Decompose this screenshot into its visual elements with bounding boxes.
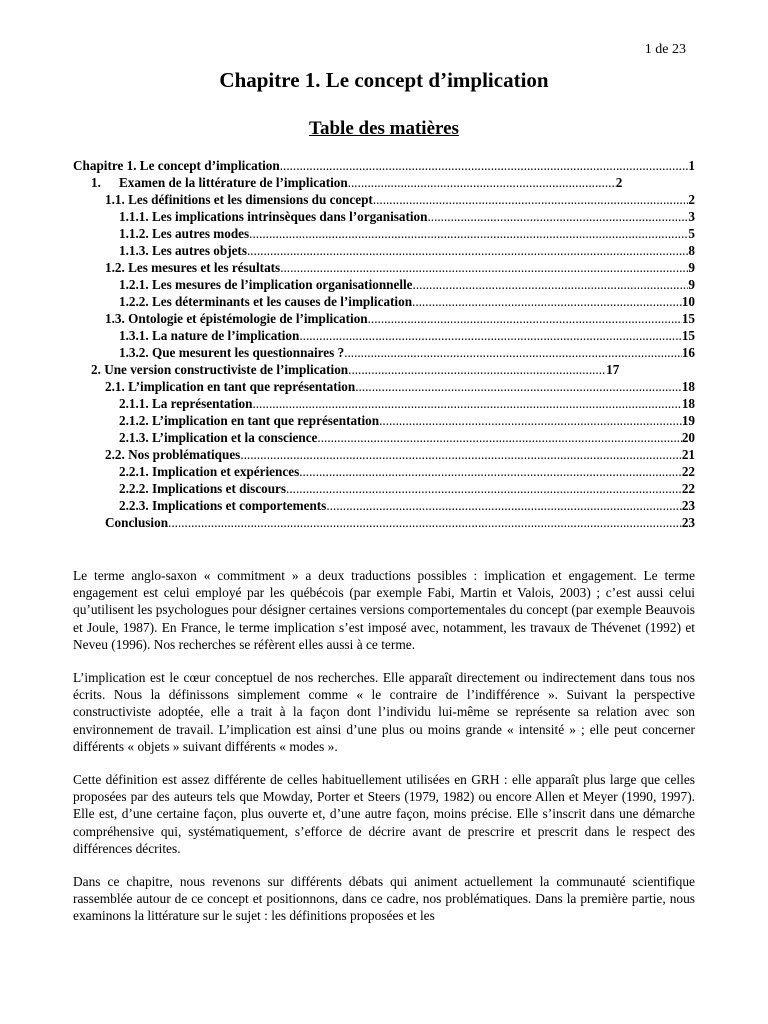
toc-dot-leader xyxy=(168,514,682,531)
toc-dot-leader xyxy=(326,497,682,514)
toc-dot-leader xyxy=(427,208,688,225)
toc-entry-page: 2 xyxy=(615,175,623,190)
toc-entry[interactable] xyxy=(73,310,695,327)
toc-entry-page: 23 xyxy=(681,498,695,513)
toc-entry-text: 2.1. L’implication en tant que représentation xyxy=(105,379,356,394)
toc-dot-leader xyxy=(344,344,682,361)
toc-dot-leader xyxy=(348,361,606,378)
toc-entry-page: 16 xyxy=(681,345,695,360)
toc-dot-leader xyxy=(249,225,688,242)
toc-dot-leader xyxy=(280,157,689,174)
toc-entry[interactable] xyxy=(73,514,695,531)
toc-entry-page: 9 xyxy=(688,260,695,275)
toc-dot-leader xyxy=(299,463,682,480)
toc-entry[interactable] xyxy=(73,429,695,446)
toc-entry-page: 3 xyxy=(688,209,695,224)
toc-entry[interactable] xyxy=(73,293,695,310)
paragraph: L’implication est le cœur conceptuel de nos recherches. Elle apparaît directement ou indirectement dans tous nos écrits. Nous la définissons simplement comme « le contraire de l’indifférence ». Suivant la perspective constructiviste adoptée, elle a trait à la façon dont l’individu lui-même se représente sa relation avec son environnement de travail. L’implication est ainsi d’une plus ou moins grande « intensité » ; elle peut concerner différents « objets » suivant différents « modes ». xyxy=(73,670,695,754)
toc-dot-leader xyxy=(412,293,682,310)
toc-entry-page: 22 xyxy=(681,464,695,479)
toc-dot-leader xyxy=(317,429,681,446)
toc-entry-page: 20 xyxy=(681,430,695,445)
toc-entry-text: 1.2.2. Les déterminants et les causes de l’implication xyxy=(119,294,413,309)
toc-entry[interactable] xyxy=(73,259,695,276)
table-of-contents xyxy=(73,157,695,531)
toc-entry[interactable] xyxy=(73,463,695,480)
paragraph: Le terme anglo-saxon « commitment » a deux traductions possibles : implication et engagement. Le terme engagement est celui employé par les québécois (par exemple Fabi, Martin et Valois, 2003) ; c’est aussi celui qu’utilisent les psychologues pour désigner certaines versions comportementales du concept (par exemple Beauvois et Joule, 1987). En France, le terme implication s’est imposé avec, notamment, les travaux de Thévenet (1992) et Neveu (1996). Nos recherches se réfèrent elles aussi à ce terme. xyxy=(73,568,695,652)
toc-entry-page: 9 xyxy=(688,277,695,292)
toc-entry[interactable] xyxy=(73,242,695,259)
toc-entry-page: 18 xyxy=(681,396,695,411)
toc-entry-page: 1 xyxy=(688,158,695,173)
toc-dot-leader xyxy=(252,395,681,412)
toc-dot-leader xyxy=(368,310,682,327)
toc-entry[interactable] xyxy=(73,191,695,208)
toc-entry[interactable] xyxy=(73,446,695,463)
toc-dot-leader xyxy=(373,191,689,208)
toc-entry[interactable] xyxy=(73,412,695,429)
paragraph: Dans ce chapitre, nous revenons sur différents débats qui animent actuellement la communauté scientifique rassemblée autour de ce concept et positionnons, dans ce cadre, nos problématiques. Dans la première partie, nous examinons la littérature sur le sujet : les définitions proposées et les xyxy=(73,874,695,924)
toc-entry-text: 1.1. Les définitions et les dimensions du concept xyxy=(105,192,373,207)
toc-entry-text: 2.2.3. Implications et comportements xyxy=(119,498,327,513)
toc-entry[interactable] xyxy=(73,378,695,395)
toc-entry[interactable] xyxy=(73,174,695,191)
toc-entry-page: 18 xyxy=(681,379,695,394)
toc-entry-number: 1. xyxy=(91,175,101,190)
toc-entry-text: 2.2.2. Implications et discours xyxy=(119,481,287,496)
toc-dot-leader xyxy=(348,174,616,191)
toc-entry-text: 2. Une version constructiviste de l’implication xyxy=(91,362,349,377)
toc-entry-page: 15 xyxy=(681,328,695,343)
toc-dot-leader xyxy=(247,242,688,259)
toc-entry-page: 21 xyxy=(681,447,695,462)
toc-dot-leader xyxy=(286,480,682,497)
toc-entry[interactable] xyxy=(73,361,695,378)
toc-entry-text: 1.3. Ontologie et épistémologie de l’implication xyxy=(105,311,368,326)
paragraph: Cette définition est assez différente de celles habituellement utilisées en GRH : elle apparaît plus large que celles proposées par des auteurs tels que Mowday, Porter et Steers (1979, 1982) ou encore Allen et Meyer (1990, 1997). Elle est, d’une certaine façon, plus ouverte et, d’une autre façon, moins précise. Elle s’inscrit dans une démarche compréhensive qui, systématiquement, s’efforce de décrire avant de prescrire et prescrit dans le respect des différences décrites. xyxy=(73,772,695,856)
toc-dot-leader xyxy=(355,378,682,395)
toc-entry[interactable] xyxy=(73,208,695,225)
toc-dot-leader xyxy=(413,276,689,293)
toc-entry[interactable] xyxy=(73,327,695,344)
chapter-title: Chapitre 1. Le concept d’implication xyxy=(219,68,549,92)
toc-dot-leader xyxy=(379,412,682,429)
toc-entry-text: 1.2.1. Les mesures de l’implication organisationnelle xyxy=(119,277,413,292)
toc-entry-text: 2.1.3. L’implication et la conscience xyxy=(119,430,318,445)
body-text xyxy=(73,567,695,941)
toc-entry-text: 2.2.1. Implication et expériences xyxy=(119,464,300,479)
toc-entry-text: Chapitre 1. Le concept d’implication xyxy=(73,158,280,173)
toc-entry-text: 1.1.3. Les autres objets xyxy=(119,243,247,258)
toc-entry-page: 23 xyxy=(681,515,695,530)
toc-entry[interactable] xyxy=(73,480,695,497)
toc-dot-leader xyxy=(299,327,681,344)
toc-entry[interactable] xyxy=(73,497,695,514)
toc-entry-page: 10 xyxy=(681,294,695,309)
toc-entry-text: 2.1.1. La représentation xyxy=(119,396,253,411)
toc-dot-leader xyxy=(280,259,688,276)
toc-entry-text: 2.2. Nos problématiques xyxy=(105,447,241,462)
toc-entry-text: 1.2. Les mesures et les résultats xyxy=(105,260,281,275)
toc-entry-text: 1.3.2. Que mesurent les questionnaires ? xyxy=(119,345,345,360)
page-number: 1 de 23 xyxy=(644,42,686,57)
toc-entry-text: 2.1.2. L’implication en tant que représentation xyxy=(119,413,380,428)
toc-entry-page: 15 xyxy=(681,311,695,326)
toc-entry[interactable] xyxy=(73,276,695,293)
toc-entry-text: 1.1.2. Les autres modes xyxy=(119,226,250,241)
toc-entry-page: 5 xyxy=(688,226,695,241)
toc-entry[interactable] xyxy=(73,157,695,174)
toc-title: Table des matières xyxy=(309,118,459,139)
toc-entry-text: Conclusion xyxy=(105,515,169,530)
toc-entry[interactable] xyxy=(73,225,695,242)
toc-entry-page: 19 xyxy=(681,413,695,428)
toc-entry-page: 8 xyxy=(688,243,695,258)
toc-entry-text: Examen de la littérature de l’implication xyxy=(119,175,348,190)
toc-entry-text: 1.3.1. La nature de l’implication xyxy=(119,328,300,343)
toc-entry[interactable] xyxy=(73,395,695,412)
toc-entry-page: 17 xyxy=(606,362,620,377)
toc-entry[interactable] xyxy=(73,344,695,361)
toc-dot-leader xyxy=(240,446,682,463)
toc-entry-page: 22 xyxy=(681,481,695,496)
toc-entry-page: 2 xyxy=(688,192,695,207)
toc-entry-text: 1.1.1. Les implications intrinsèques dans l’organisation xyxy=(119,209,428,224)
